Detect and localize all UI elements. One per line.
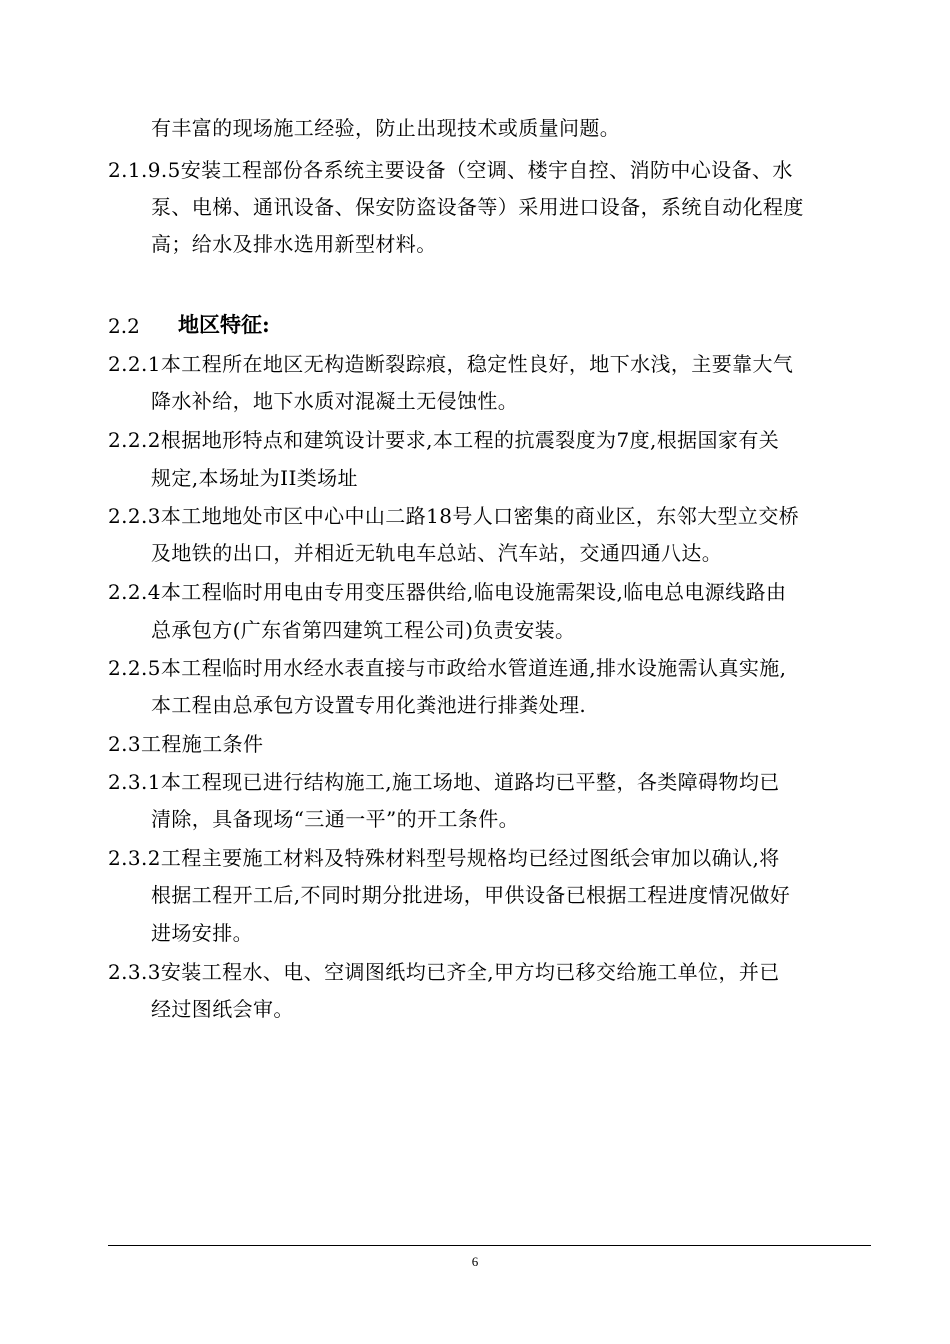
- paragraph-line: 高；给水及排水选用新型材料。: [151, 232, 437, 256]
- paragraph-line: 2.2.2根据地形特点和建筑设计要求,本工程的抗震裂度为7度,根据国家有关: [108, 428, 780, 452]
- section-title: 地区特征:: [178, 312, 270, 337]
- paragraph-line: 规定,本场址为II类场址: [151, 466, 358, 490]
- paragraph-line: 进场安排。: [151, 921, 253, 945]
- paragraph-line: 2.2.3本工地地处市区中心中山二路18号人口密集的商业区，东邻大型立交桥: [108, 504, 800, 528]
- paragraph-line: 有丰富的现场施工经验，防止出现技术或质量问题。: [151, 116, 621, 140]
- paragraph-line: 2.2.5本工程临时用水经水表直接与市政给水管道连通,排水设施需认真实施,: [108, 656, 787, 680]
- paragraph-line: 2.2.4本工程临时用电由专用变压器供给,临电设施需架设,临电总电源线路由: [108, 580, 787, 604]
- paragraph-line: 2.1.9.5安装工程部份各系统主要设备（空调、楼宇自控、消防中心设备、水: [108, 158, 793, 182]
- paragraph-line: 根据工程开工后,不同时期分批进场，甲供设备已根据工程进度情况做好: [151, 883, 791, 907]
- paragraph-line: 经过图纸会审。: [151, 997, 294, 1021]
- paragraph-line: 及地铁的出口，并相近无轨电车总站、汽车站，交通四通八达。: [151, 541, 723, 565]
- section-number: 2.2: [108, 314, 140, 338]
- paragraph-line: 2.2.1本工程所在地区无构造断裂踪痕，稳定性良好，地下水浅，主要靠大气: [108, 352, 794, 376]
- paragraph-line: 降水补给，地下水质对混凝土无侵蚀性。: [151, 389, 519, 413]
- subsection-heading: 2.3工程施工条件: [108, 732, 264, 756]
- footer-divider: [108, 1245, 871, 1246]
- paragraph-line: 总承包方(广东省第四建筑工程公司)负责安装。: [151, 618, 576, 642]
- paragraph-line: 本工程由总承包方设置专用化粪池进行排粪处理.: [151, 693, 587, 717]
- page-number: 6: [471, 1254, 479, 1269]
- paragraph-line: 清除，具备现场“三通一平”的开工条件。: [151, 807, 520, 831]
- paragraph-line: 2.3.3安装工程水、电、空调图纸均已齐全,甲方均已移交给施工单位，并已: [108, 960, 780, 984]
- paragraph-line: 2.3.1本工程现已进行结构施工,施工场地、道路均已平整，各类障碍物均已: [108, 770, 780, 794]
- paragraph-line: 泵、电梯、通讯设备、保安防盗设备等）采用进口设备，系统自动化程度: [151, 195, 804, 219]
- paragraph-line: 2.3.2工程主要施工材料及特殊材料型号规格均已经过图纸会审加以确认,将: [108, 846, 780, 870]
